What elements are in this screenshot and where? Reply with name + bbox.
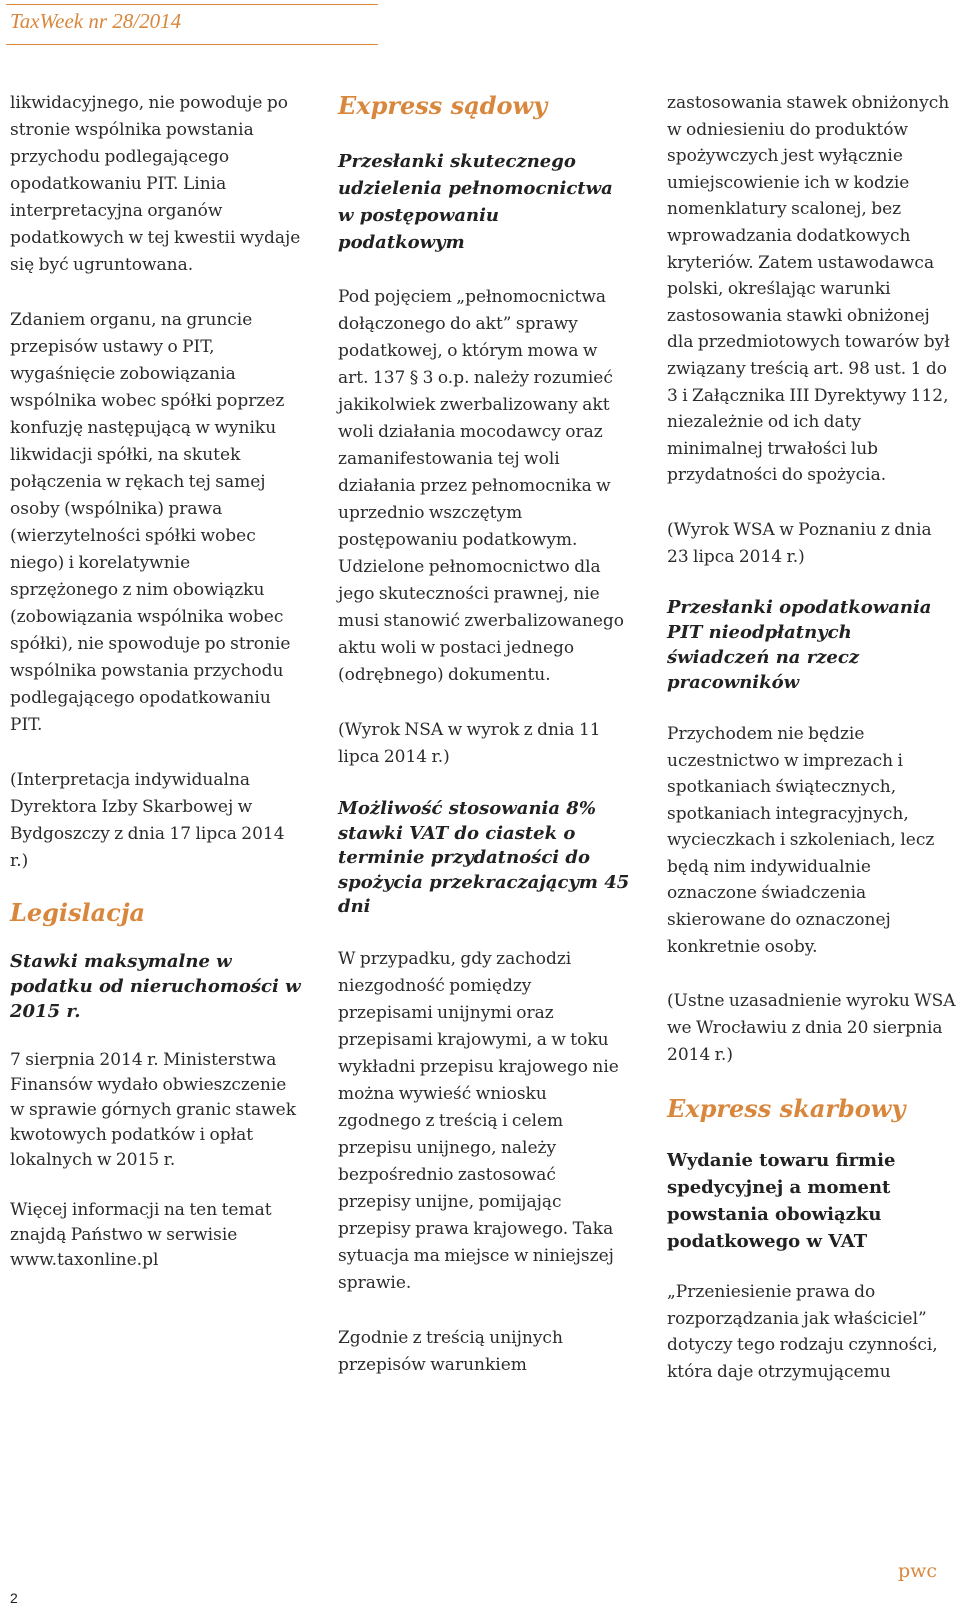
column-right (667, 90, 957, 1386)
page-number: 2 (10, 1590, 18, 1606)
paragraph: „Przeniesienie prawa do rozporządzania jak właściciel” dotyczy tego rodzaju czynności, która daje otrzymującemu (667, 1282, 938, 1383)
column-left (10, 90, 302, 1301)
citation: (Wyrok NSA w wyrok z dnia 11 lipca 2014 r.) (338, 720, 601, 767)
paragraph: 7 sierpnia 2014 r. Ministerstwa Finansów wydało obwieszczenie w sprawie górnych granic stawek kwotowych podatków i opłat lokalnych w 2015 r. (10, 1050, 297, 1170)
article-heading: Stawki maksymalne w podatku od nieruchomości w 2015 r. (10, 951, 301, 1022)
header-top-rule (6, 4, 378, 5)
paragraph: likwidacyjnego, nie powoduje po stronie wspólnika powstania przychodu podlegającego opodatkowaniu PIT. Linia interpretacyjna organów podatkowych w tej kwestii wydaje się być ugruntowana. (10, 93, 301, 275)
section-heading-express-sadowy: Express sądowy (338, 91, 548, 120)
header-bottom-rule (6, 44, 378, 45)
publication-title: TaxWeek nr 28/2014 (10, 9, 182, 33)
column-middle (338, 90, 630, 1379)
paragraph: Zdaniem organu, na gruncie przepisów ustawy o PIT, wygaśnięcie zobowiązania wspólnika wobec spółki poprzez konfuzję następującą w wyniku likwidacji spółki, na skutek połączenia w rękach tej samej osoby (wspólnika) prawa (wierzytelności spółki wobec niego) i korelatywnie sprzężonego z nim obowiązku (zobowiązania wspólnika wobec spółki), nie spowoduje po stronie wspólnika powstania przychodu podlegającego opodatkowaniu PIT. (10, 310, 291, 735)
paragraph: W przypadku, gdy zachodzi niezgodność pomiędzy przepisami unijnymi oraz przepisami krajowymi, a w toku wykładni przepisu krajowego nie można wywieść wniosku zgodnego z treścią i celem przepisu unijnego, należy bezpośrednio zastosować przepisy unijne, pomijając przepisy prawa krajowego. Taka sytuacja ma miejsce w niniejszej sprawie. (338, 948, 619, 1293)
article-heading: Przesłanki skutecznego udzielenia pełnomocnictwa w postępowaniu podatkowym (338, 151, 613, 253)
section-heading-legislacja: Legislacja (10, 898, 146, 927)
citation: (Wyrok WSA w Poznaniu z dnia 23 lipca 2014 r.) (667, 519, 932, 567)
paragraph: Pod pojęciem „pełnomocnictwa dołączonego do akt” sprawy podatkowej, o którym mowa w art. 137 § 3 o.p. należy rozumieć jakikolwiek zwerbalizowany akt woli działania mocodawcy oraz zamanifestowania tej woli działania przez pełnomocnika w uprzednio wszczętym postępowaniu podatkowym. Udzielone pełnomocnictwo dla jego skuteczności prawnej, nie musi stanowić zwerbalizowanego aktu woli w postaci jednego (odrębnego) dokumentu. (338, 287, 625, 685)
paragraph: Więcej informacji na ten temat znajdą Państwo w serwisie www.taxonline.pl (10, 1200, 272, 1270)
brand-logo: pwc (898, 1560, 938, 1582)
section-heading-express-skarbowy: Express skarbowy (667, 1094, 906, 1124)
article-heading: Przesłanki opodatkowania PIT nieodpłatnych świadczeń na rzecz pracowników (667, 596, 932, 693)
paragraph: zastosowania stawek obniżonych w odniesieniu do produktów spożywczych jest wyłącznie umiejscowienie ich w kodzie nomenklatury scalonej, bez wprowadzania dodatkowych kryteriów. Zatem ustawodawca polski, określając warunki zastosowania stawki obniżonej dla przedmiotowych towarów był związany treścią art. 98 ust. 1 do 3 i Załącznika III Dyrektywy 112, niezależnie od ich daty minimalnej trwałości lub przydatności do spożycia. (667, 93, 950, 486)
paragraph: Zgodnie z treścią unijnych przepisów warunkiem (338, 1327, 563, 1375)
article-heading: Wydanie towaru firmie spedycyjnej a moment powstania obowiązku podatkowego w VAT (667, 1150, 896, 1253)
paragraph: Przychodem nie będzie uczestnictwo w imprezach i spotkaniach świątecznych, spotkaniach integracyjnych, wycieczkach i szkoleniach, lecz będą nim indywidualnie oznaczone świadczenia skierowane do oznaczonej konkretnie osoby. (667, 723, 935, 957)
citation: (Ustne uzasadnienie wyroku WSA we Wrocławiu z dnia 20 sierpnia 2014 r.) (667, 991, 956, 1066)
citation: (Interpretacja indywidualna Dyrektora Izby Skarbowej w Bydgoszczy z dnia 17 lipca 2014 r.) (10, 770, 285, 871)
article-heading: Możliwość stosowania 8% stawki VAT do ciastek o terminie przydatności do spożycia przekraczającym 45 dni (338, 798, 630, 917)
